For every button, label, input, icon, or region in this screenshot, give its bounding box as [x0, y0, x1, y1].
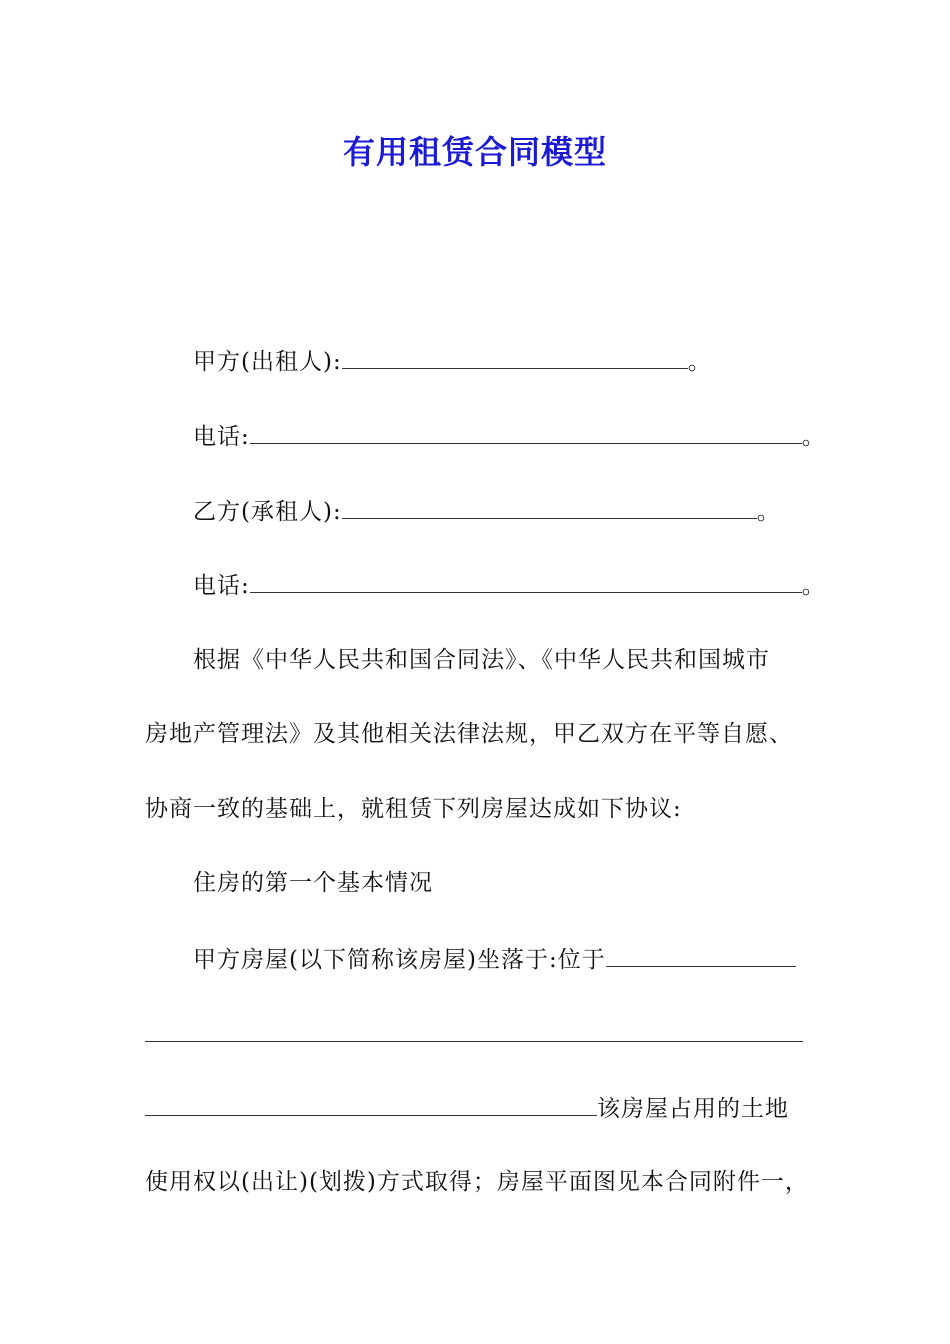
- section-1-heading: 住房的第一个基本情况: [193, 870, 433, 896]
- location-continuation: 使用权以(出让)(划拨)方式取得；房屋平面图见本合同附件一，: [145, 1169, 809, 1195]
- phone-b-label: 电话:: [193, 573, 250, 599]
- phone-b-end: 。: [801, 573, 826, 599]
- party-a-blank[interactable]: [342, 342, 688, 369]
- party-a-line: [193, 342, 712, 380]
- phone-a-label: 电话:: [193, 424, 250, 450]
- preamble-line-2: 房地产管理法》及其他相关法律法规，甲乙双方在平等自愿、: [145, 721, 793, 747]
- party-b-label: 乙方(承租人):: [193, 499, 342, 525]
- preamble-line-1: 根据《中华人民共和国合同法》、《中华人民共和国城市: [193, 647, 770, 673]
- party-a-label: 甲方(出租人):: [193, 349, 342, 375]
- phone-a-line: [193, 417, 826, 455]
- party-a-end: 。: [687, 349, 712, 375]
- party-b-blank[interactable]: [342, 492, 757, 519]
- location-suffix: 该房屋占用的土地: [597, 1096, 789, 1122]
- location-prefix: 甲方房屋(以下简称该房屋)坐落于:位于: [193, 947, 606, 973]
- party-b-end: 。: [756, 499, 781, 525]
- phone-a-blank[interactable]: [250, 417, 802, 444]
- phone-b-blank[interactable]: [250, 566, 802, 593]
- preamble-line-3: 协商一致的基础上，就租赁下列房屋达成如下协议:: [145, 796, 682, 822]
- location-blank-3[interactable]: [145, 1089, 597, 1116]
- location-suffix-line: [145, 1089, 789, 1127]
- location-blank-1[interactable]: [606, 940, 796, 967]
- location-line: [193, 940, 796, 978]
- phone-a-end: 。: [801, 424, 826, 450]
- phone-b-line: [193, 566, 826, 604]
- document-title: 有用租赁合同模型: [342, 133, 607, 171]
- party-b-line: [193, 492, 781, 530]
- location-blank-2[interactable]: [145, 1040, 803, 1042]
